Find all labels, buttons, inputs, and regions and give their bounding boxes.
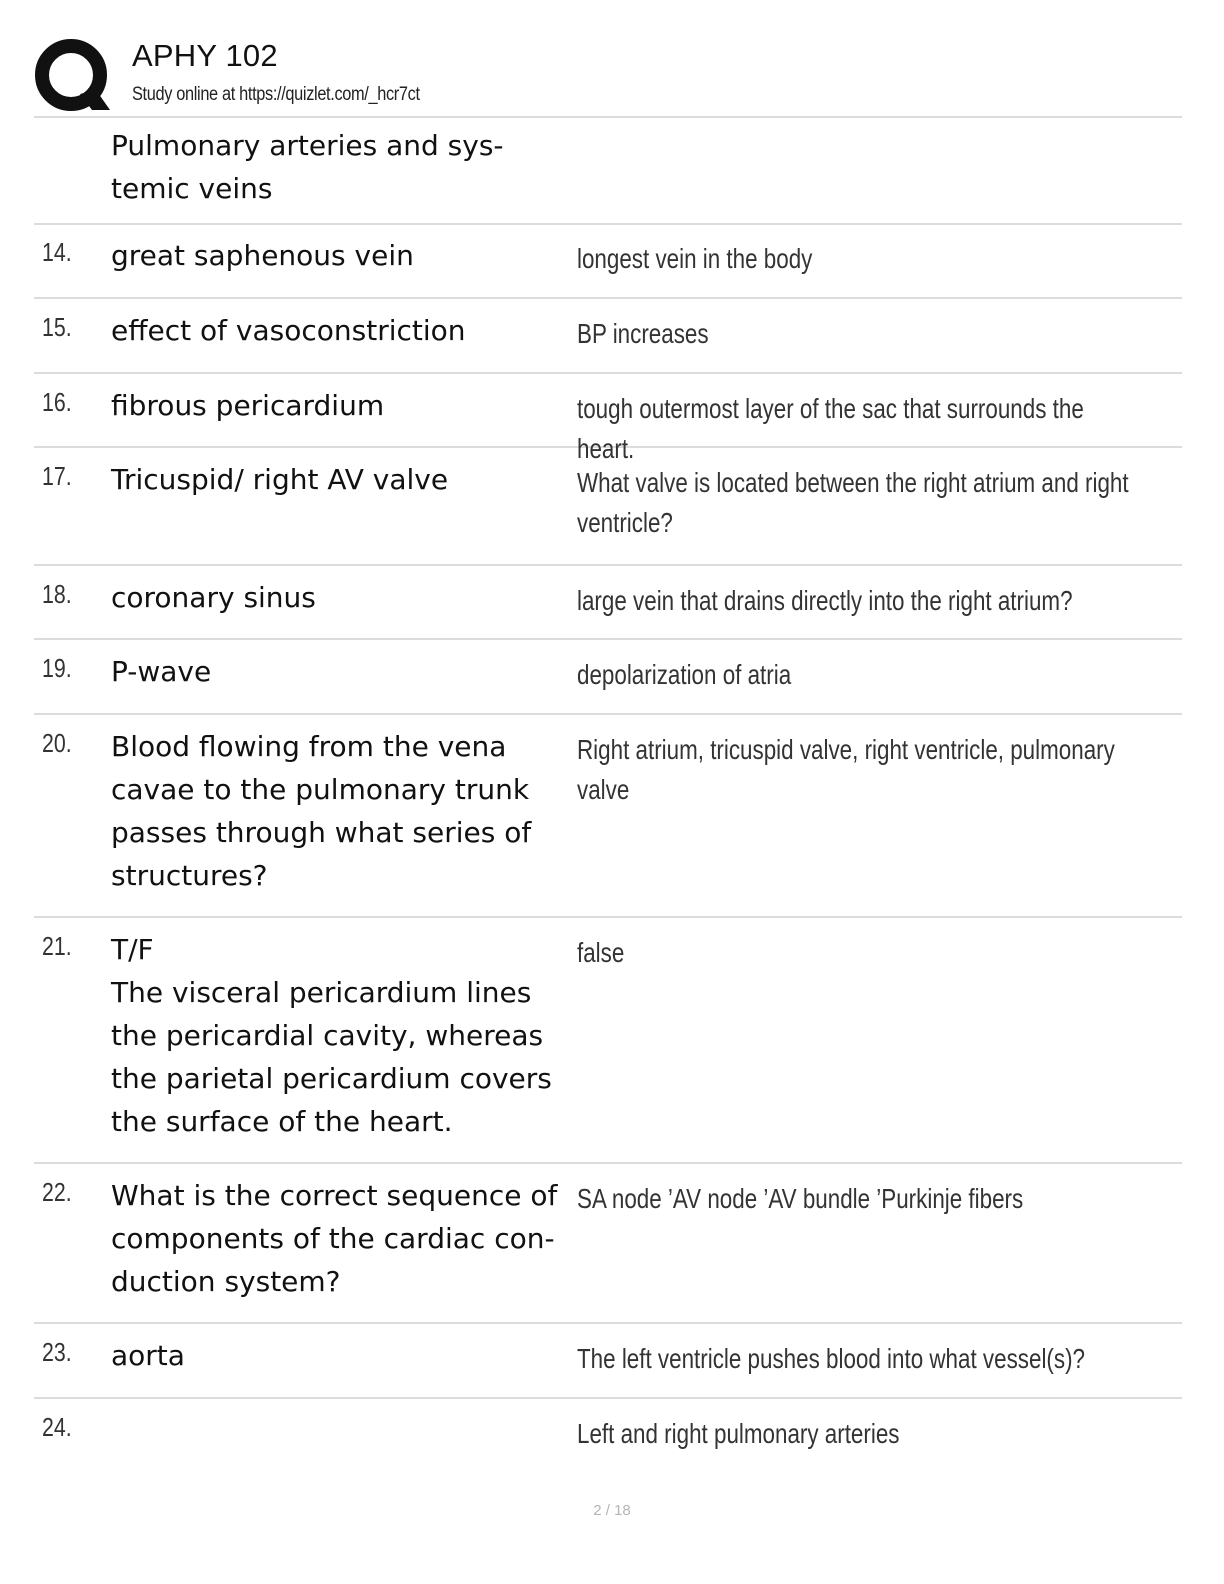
card-number: 21. (42, 931, 72, 961)
card-term: Blood flowing from the vena cavae to the pulmonary trunk passes through what series of structures? (111, 730, 532, 892)
card-row-23 (34, 1324, 1182, 1399)
card-row-15 (34, 299, 1182, 374)
study-online-link[interactable]: Study online at https://quizlet.com/_hcr7ct (132, 84, 420, 105)
card-term: Tricuspid/ right AV valve (111, 463, 449, 496)
card-term: effect of vasoconstriction (111, 314, 466, 347)
card-row-18 (34, 566, 1182, 640)
card-term: aorta (111, 1339, 185, 1372)
card-definition: The left ventricle pushes blood into what vessel(s)? (577, 1343, 1085, 1374)
card-row-19 (34, 640, 1182, 715)
card-definition: tough outermost layer of the sac that surrounds the heart. (577, 393, 1084, 464)
card-definition: BP increases (577, 318, 709, 349)
card-row-21 (34, 918, 1182, 1164)
card-term: P-wave (111, 655, 212, 688)
card-definition: Left and right pulmonary arteries (577, 1418, 900, 1449)
card-definition: What valve is located between the right atrium and right ventricle? (577, 467, 1129, 538)
card-definition: depolarization of atria (577, 659, 792, 690)
card-term: What is the correct sequence of components of the cardiac con- duction system? (111, 1179, 558, 1298)
card-number: 18. (42, 579, 72, 609)
card-number: 15. (42, 312, 72, 342)
card-definition: large vein that drains directly into the right atrium? (577, 585, 1073, 616)
continued-term-text: Pulmonary arteries and sys- temic veins (111, 129, 504, 205)
card-term: great saphenous vein (111, 239, 414, 272)
card-number: 14. (42, 237, 72, 267)
course-title: APHY 102 (132, 38, 278, 73)
card-number: 16. (42, 387, 72, 417)
card-definition: longest vein in the body (577, 243, 813, 274)
card-definition: false (577, 937, 625, 968)
card-term: T/F The visceral pericardium lines the pericardial cavity, whereas the parietal pericardium covers the surface of the heart. (111, 933, 552, 1138)
quizlet-q-logo-icon (34, 38, 112, 114)
card-row-17 (34, 448, 1182, 566)
card-number: 19. (42, 653, 72, 683)
card-term: coronary sinus (111, 581, 316, 614)
card-number: 17. (42, 461, 72, 491)
card-row-16 (34, 374, 1182, 464)
card-definition: SA node ’AV node ’AV bundle ’Purkinje fibers (577, 1183, 1024, 1214)
card-row-20 (34, 715, 1182, 918)
card-definition: Right atrium, tricuspid valve, right ventricle, pulmonary valve (577, 734, 1115, 805)
card-row-22 (34, 1164, 1182, 1324)
card-number: 24. (42, 1412, 72, 1442)
card-number: 23. (42, 1337, 72, 1367)
card-row-24 (34, 1399, 1182, 1469)
document-header (34, 34, 1184, 118)
card-number: 22. (42, 1177, 72, 1207)
header-divider (34, 116, 1182, 118)
card-term: fibrous pericardium (111, 389, 385, 422)
page-number: 2 / 18 (593, 1502, 631, 1519)
card-row-14 (34, 224, 1182, 299)
card-number: 20. (42, 728, 72, 758)
